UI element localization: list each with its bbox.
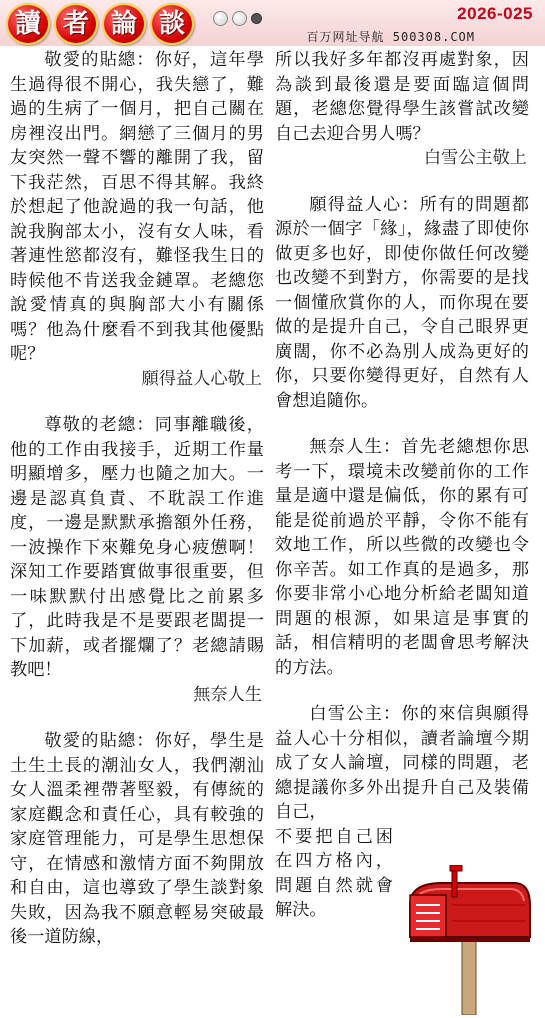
left-column bbox=[10, 48, 264, 950]
letter-paragraph: 敬愛的貼總：你好，這年學生過得很不開心，我失戀了，難過的生病了一個月，把自己關在房裡沒出門。網戀了三個月的男友突然一聲不響的離開了我，留下我茫然，百思不得其解。我終於想起了他說過的我一句話，他說我胸部太小，沒有女人味，看著連性慾都沒有，難怪我生日的時候他不肯送我金鏈罩。老總您說愛情真的與胸部大小有關係嗎？他為什麼看不到我其他優點呢？ bbox=[10, 50, 264, 364]
title-char: 談 bbox=[150, 3, 194, 45]
decorative-dots bbox=[213, 11, 262, 26]
issue-code: 2026-025 bbox=[457, 4, 533, 23]
mailbox-icon bbox=[402, 865, 537, 1015]
reply-paragraph: 願得益人心：所有的問題都源於一個字「緣」，緣盡了即使你做更多也好，即使你做任何改變也改變不到對方，你需要的是找一個懂欣賞你的人，而你現在要做的是提升自己，令自己眼界更廣闊，你不必為別人成為更好的你，只要你變得更好，自然有人會想追隨你。 bbox=[275, 194, 529, 411]
letter-signature: 願得益人心敬上 bbox=[141, 368, 262, 389]
letter-signature: 白雪公主敬上 bbox=[423, 148, 527, 168]
reply-paragraph-end: 不要把自己困在四方格內，問題自然就會解決。 bbox=[275, 826, 393, 920]
title-char: 論 bbox=[102, 3, 146, 45]
reply-paragraph: 無奈人生：首先老總想你思考一下，環境未改變前你的工作量是適中還是偏低，你的累有可能是從前過於平靜，令你不能有效地工作，所以些微的改變也令你辛苦。如工作真的是過多，那你要非常小心地分析給老闆知道問題的根源，如果這是事實的話，相信精明的老闆會思考解決的方法。 bbox=[275, 437, 529, 678]
column-title bbox=[6, 3, 194, 45]
reply-paragraph: 白雪公主：你的來信與願得益人心十分相似，讀者論壇今期成了女人論壇，同樣的問題，老總提議你多外出提升自己及裝備自己， bbox=[275, 704, 529, 822]
circle-icon bbox=[213, 11, 228, 26]
site-watermark: 百万网址导航 500308.COM bbox=[306, 30, 475, 44]
title-char: 者 bbox=[54, 3, 98, 45]
right-column bbox=[275, 48, 529, 923]
page-header bbox=[0, 0, 545, 46]
letter-signature: 無奈人生 bbox=[193, 684, 262, 705]
dot-icon bbox=[251, 13, 262, 24]
letter-paragraph: 敬愛的貼總：你好，學生是土生土長的潮汕女人，我們潮汕女人溫柔裡帶著堅毅，有傳統的家庭觀念和責任心，具有較強的家庭管理能力，可是學生思想保守，在情感和激情方面不夠開放和自由，這也導致了學生談對象失敗，因為我不願意輕易突破最後一道防線， bbox=[10, 731, 264, 947]
letter-continuation: 所以我好多年都沒再處對象，因為談到最後還是要面臨這個問題，老總您覺得學生該嘗試改變自己去迎合男人嗎？ bbox=[275, 50, 529, 144]
letter-paragraph: 尊敬的老總：同事離職後，他的工作由我接手，近期工作量明顯增多，壓力也隨之加大。一邊是認真負責、不耽誤工作進度，一邊是默默承擔額外任務，一波操作下來難免身心疲憊啊！深知工作要踏實做事很重要，但一味默默付出感覺比之前累多了，此時我是不是要跟老闆提一下加薪，或者擺爛了？老總請賜教吧！ bbox=[10, 415, 264, 680]
circle-icon bbox=[232, 11, 247, 26]
title-char: 讀 bbox=[6, 3, 50, 45]
